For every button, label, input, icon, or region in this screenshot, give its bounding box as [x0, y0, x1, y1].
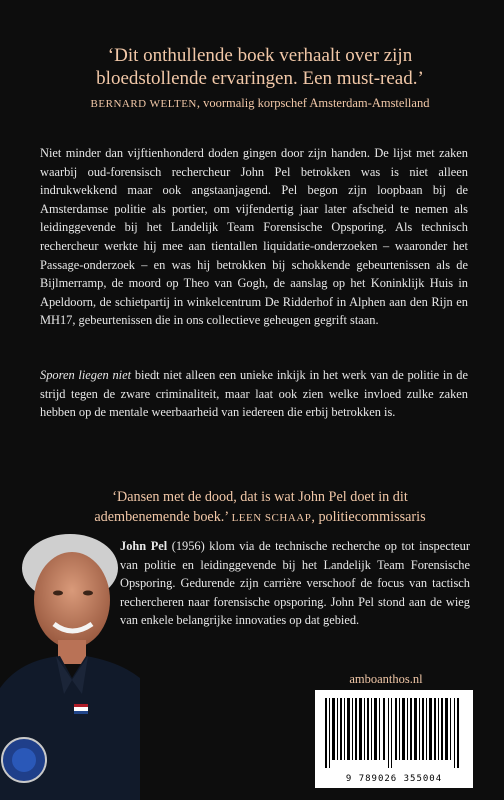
author-photo: [0, 528, 140, 800]
top-quote-role: , voormalig korpschef Amsterdam-Amstelland: [196, 96, 430, 110]
blurb-paragraph-2: [40, 366, 468, 422]
middle-quote-author: LEEN SCHAAP: [231, 512, 312, 524]
top-quote-author: BERNARD WELTEN: [90, 98, 197, 110]
book-title: Sporen liegen niet: [40, 368, 132, 382]
middle-quote: [40, 487, 480, 528]
publisher-website[interactable]: amboanthos.nl: [349, 672, 423, 686]
barcode: [315, 690, 473, 788]
isbn-number: 9 789026 355004: [345, 774, 443, 784]
author-bio: [120, 537, 470, 630]
blurb-paragraph-2-text: biedt niet alleen een unieke inkijk in het werk van de politie in de strijd tegen de zware criminaliteit, maar laat ook zien welke invloed zulke zaken hebben op de mentale weerbaarheid van iedereen die erbij betrokken is.: [40, 368, 468, 420]
author-bio-text: (1956) klom via de technische recherche op tot inspecteur van politie en leidinggevende bij het Landelijk Team Forensische Opsporing. Gedurende zijn carrière verschoof de focus van tactisch rechercheren naar forensische opsporing. John Pel stond aan de wieg van enkele belangrijke innovaties op dat gebied.: [120, 539, 470, 628]
middle-quote-line1: ‘Dansen met de dood, dat is wat John Pel doet in dit: [112, 489, 408, 505]
barcode-bars: [315, 690, 473, 770]
top-quote-line2: bloedstollende ervaringen. Een must-read.’: [96, 68, 424, 89]
top-quote-attribution: [40, 96, 480, 111]
author-name: John Pel: [120, 539, 168, 553]
middle-quote-line2: adembenemende boek.’ LEEN SCHAAP, politiecommissaris: [94, 509, 426, 525]
top-quote-line1: ‘Dit onthullende boek verhaalt over zijn: [107, 45, 413, 66]
top-quote: [40, 44, 480, 90]
blurb-paragraph-1: Niet minder dan vijftienhonderd doden gingen door zijn handen. De lijst met zaken waarbij oud-forensisch rechercheur John Pel betrokken was is niet alleen indrukwekkend maar ook angstaanjagend. Pel begon zijn loopbaan bij de Amsterdamse politie als portier, om vijfendertig jaar later afscheid te nemen als leidinggevende bij het Landelijk Team Forensische Opsporing. Als technisch rechercheur werkte hij mee aan tientallen liquidatie-onderzoeken – waaronder het Passage-onderzoek – en was hij betrokken bij schokkende gebeurtenissen als de Bijlmerramp, de moord op Theo van Gogh, de aanslag op het Koninklijk Huis in Apeldoorn, de schietpartij in winkelcentrum De Ridderhof in Alphen aan den Rijn en MH17, gebeurtenissen die in ons collectieve geheugen gegrift staan.: [40, 146, 468, 328]
middle-quote-role: , politiecommissaris: [311, 509, 426, 525]
